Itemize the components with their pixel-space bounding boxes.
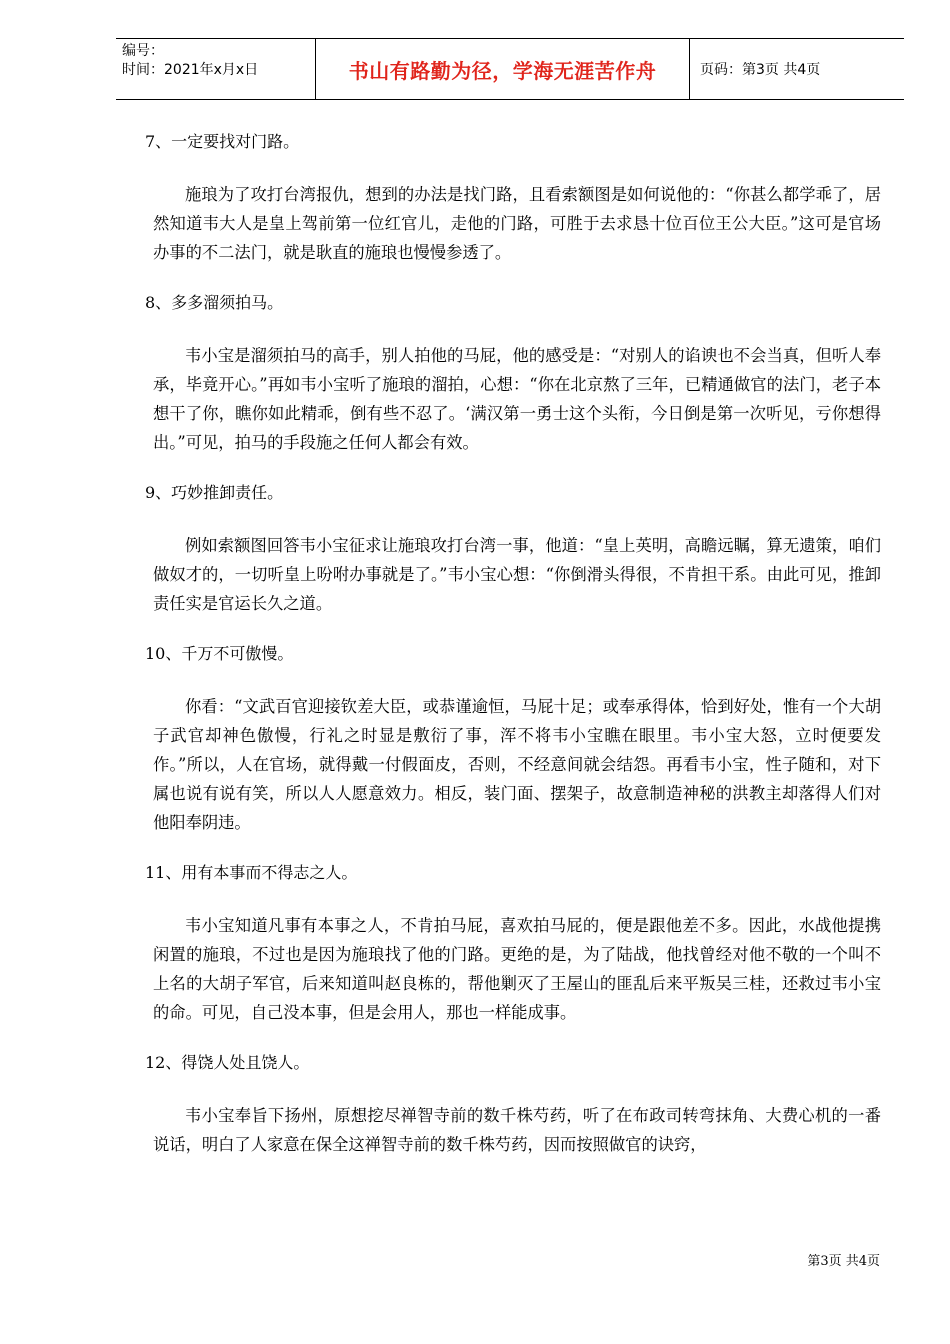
section-paragraph: 例如索额图回答韦小宝征求让施琅攻打台湾一事，他道：“皇上英明，高瞻远瞩，算无遗策，咱们做奴才的，一切听皇上吩咐办事就是了。”韦小宝心想：“你倒滑头得很，不肯担干系。由此可见，推卸责任实是官运长久之道。 — [153, 536, 881, 613]
header-motto: 书山有路勤为径，学海无涯苦作舟 — [316, 39, 690, 99]
section-paragraph: 韦小宝知道凡事有本事之人，不肯拍马屁，喜欢拍马屁的，便是跟他差不多。因此，水战他提携闲置的施琅，不过也是因为施琅找了他的门路。更绝的是，为了陆战，他找曾经对他不敬的一个叫不上名的大胡子军官，后来知道叫赵良栋的，帮他剿灭了王屋山的匪乱后来平叛吴三桂，还救过韦小宝的命。可见，自己没本事，但是会用人，那也一样能成事。 — [153, 916, 881, 1022]
section-heading: 12、得饶人处且饶人。 — [145, 1053, 310, 1072]
page-footer: 第3页 共4页 — [807, 1254, 880, 1269]
section-heading: 11、用有本事而不得志之人。 — [145, 863, 358, 882]
document-time-label: 时间：2021年x月x日 — [122, 62, 259, 78]
section-paragraph: 韦小宝是溜须拍马的高手，别人拍他的马屁，他的感受是：“对别人的谄谀也不会当真，但听人奉承，毕竟开心。”再如韦小宝听了施琅的溜拍，心想：“你在北京熬了三年，已精通做官的法门，老子本想干了你，瞧你如此精乖，倒有些不忍了。‘满汉第一勇士这个头衔，今日倒是第一次听见，亏你想得出。”可见，拍马的手段施之任何人都会有效。 — [153, 346, 881, 452]
header-page-label: 页码：第3页 共4页 — [700, 62, 821, 78]
section-paragraph: 你看：“文武百官迎接钦差大臣，或恭谨逾恒，马屁十足；或奉承得体，恰到好处，惟有一个大胡子武官却神色傲慢，行礼之时显是敷衍了事，浑不将韦小宝瞧在眼里。韦小宝大怒，立时便要发作。”所以，人在官场，就得戴一付假面皮，否则，不经意间就会结怨。再看韦小宝，性子随和，对下属也说有说有笑，所以人人愿意效力。相反，装门面、摆架子，故意制造神秘的洪教主却落得人们对他阳奉阴违。 — [153, 697, 881, 832]
section-heading: 9、巧妙推卸责任。 — [145, 483, 284, 502]
document-number-label: 编号： — [122, 43, 164, 59]
page-header — [116, 38, 904, 100]
section-heading: 10、千万不可傲慢。 — [145, 644, 294, 663]
document-body — [145, 132, 881, 1159]
section-paragraph: 韦小宝奉旨下扬州，原想挖尽禅智寺前的数千株芍药，听了在布政司转弯抹角、大费心机的一番说话，明白了人家意在保全这禅智寺前的数千株芍药，因而按照做官的诀窍， — [153, 1106, 881, 1154]
section-heading: 7、一定要找对门路。 — [145, 132, 300, 151]
section-paragraph: 施琅为了攻打台湾报仇，想到的办法是找门路，且看索额图是如何说他的：“你甚么都学乖了，居然知道韦大人是皇上驾前第一位红官儿，走他的门路，可胜于去求恳十位百位王公大臣。”这可是官场办事的不二法门，就是耿直的施琅也慢慢参透了。 — [153, 185, 881, 262]
section-heading: 8、多多溜须拍马。 — [145, 293, 284, 312]
header-meta-cell — [116, 39, 316, 99]
